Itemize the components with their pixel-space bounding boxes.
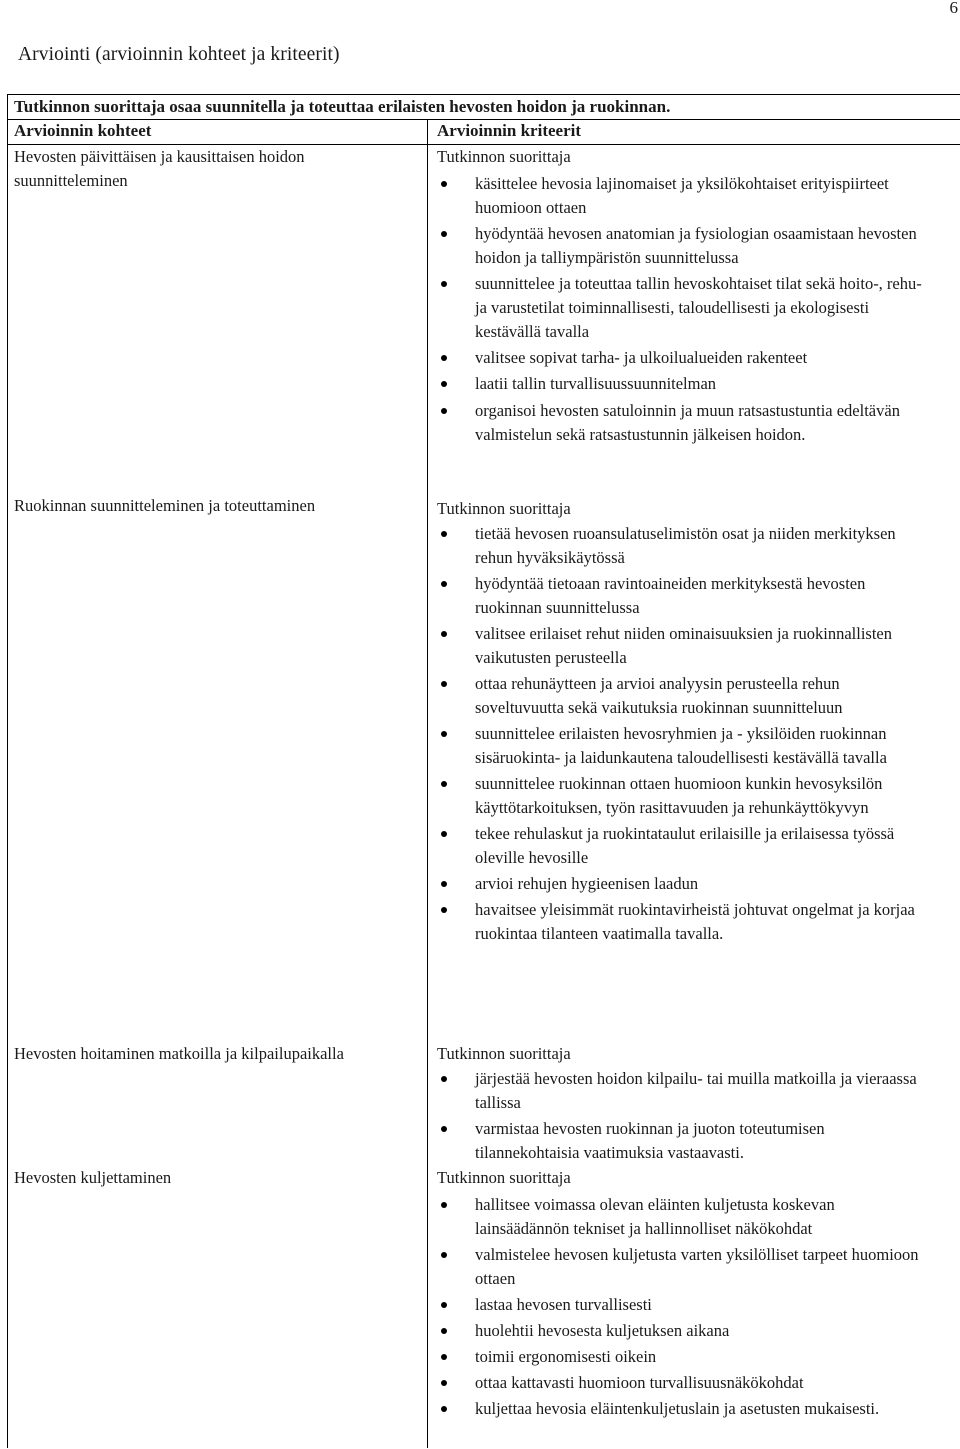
criteria-block: [437, 1042, 937, 1165]
criterion-text: havaitsee yleisimmät ruokintavirheistä johtuvat ongelmat ja korjaa ruokintaa tilanteen vaatimalla tavalla.: [475, 900, 915, 943]
bullet-icon: [441, 1380, 447, 1386]
list-item: [437, 1397, 925, 1421]
list-item: [437, 522, 925, 570]
criterion-text: lastaa hevosen turvallisesti: [475, 1295, 652, 1314]
row-target: Ruokinnan suunnitteleminen ja toteuttaminen: [14, 496, 316, 515]
bullet-icon: [441, 1252, 447, 1258]
criterion-text: ottaa rehunäytteen ja arvioi analyysin perusteella rehun soveltuvuutta sekä vaikutuksia ruokinnan suunnitteluun: [475, 674, 843, 717]
criteria-intro: Tutkinnon suorittaja: [437, 1044, 571, 1063]
list-item: [437, 222, 925, 270]
criteria-intro: Tutkinnon suorittaja: [437, 499, 571, 518]
criterion-text: organisoi hevosten satuloinnin ja muun ratsastustuntia edeltävän valmistelun sekä ratsastustunnin jälkeisen hoidon.: [475, 401, 900, 444]
criterion-text: valmistelee hevosen kuljetusta varten yksilölliset tarpeet huomioon ottaen: [475, 1245, 919, 1288]
list-item: [437, 572, 925, 620]
bullet-icon: [441, 1328, 447, 1334]
bullet-icon: [441, 408, 447, 414]
criterion-text: laatii tallin turvallisuussuunnitelman: [475, 374, 717, 393]
criteria-intro: Tutkinnon suorittaja: [437, 1168, 571, 1187]
list-item: [437, 622, 925, 670]
criterion-text: suunnittelee ja toteuttaa tallin hevoskohtaiset tilat sekä hoito-, rehu- ja varustetilat toiminnallisesti, taloudellisesti ja ekologisesti kestävällä tavalla: [475, 274, 922, 341]
bullet-icon: [441, 1126, 447, 1132]
bullet-icon: [441, 1076, 447, 1082]
criterion-text: kuljettaa hevosia eläintenkuljetuslain ja asetusten mukaisesti.: [475, 1399, 880, 1418]
bullet-icon: [441, 531, 447, 537]
criteria-list: [437, 1193, 937, 1421]
criterion-text: käsittelee hevosia lajinomaiset ja yksilökohtaiset erityispiirteet huomioon ottaen: [475, 174, 889, 217]
criterion-text: ottaa kattavasti huomioon turvallisuusnäkökohdat: [475, 1373, 804, 1392]
row-target: Hevosten päivittäisen ja kausittaisen hoidon suunnitteleminen: [14, 147, 305, 190]
criterion-text: valitsee sopivat tarha- ja ulkoilualueiden rakenteet: [475, 348, 808, 367]
list-item: [437, 346, 925, 370]
bullet-icon: [441, 781, 447, 787]
list-item: [437, 1345, 925, 1369]
bullet-icon: [441, 1354, 447, 1360]
list-item: [437, 722, 925, 770]
table-rule: [7, 119, 960, 120]
list-item: [437, 898, 925, 946]
column-header-criteria: Arvioinnin kriteerit: [437, 121, 582, 140]
criteria-block: [437, 145, 937, 447]
bullet-icon: [441, 1406, 447, 1412]
list-item: [437, 272, 925, 344]
table-title: Tutkinnon suorittaja osaa suunnitella ja toteuttaa erilaisten hevosten hoidon ja ruokinnan.: [14, 97, 671, 116]
bullet-icon: [441, 731, 447, 737]
list-item: [437, 672, 925, 720]
list-item: [437, 872, 925, 896]
section-heading: Arviointi (arvioinnin kohteet ja kriteerit): [18, 44, 340, 65]
criteria-block: [437, 497, 937, 946]
list-item: [437, 1371, 925, 1395]
list-item: [437, 1243, 925, 1291]
bullet-icon: [441, 881, 447, 887]
bullet-icon: [441, 181, 447, 187]
criterion-text: suunnittelee erilaisten hevosryhmien ja - yksilöiden ruokinnan sisäruokinta- ja laidunkautena taloudellisesti kestävällä tavalla: [475, 724, 887, 767]
list-item: [437, 1193, 925, 1241]
criterion-text: varmistaa hevosten ruokinnan ja juoton toteutumisen tilannekohtaisia vaatimuksia vastaavasti.: [475, 1119, 825, 1162]
list-item: [437, 399, 925, 447]
criteria-block: [437, 1166, 937, 1421]
page-number: 6: [949, 0, 958, 17]
bullet-icon: [441, 1302, 447, 1308]
criterion-text: huolehtii hevosesta kuljetuksen aikana: [475, 1321, 730, 1340]
criterion-text: järjestää hevosten hoidon kilpailu- tai muilla matkoilla ja vieraassa tallissa: [475, 1069, 917, 1112]
criterion-text: toimii ergonomisesti oikein: [475, 1347, 657, 1366]
criteria-list: [437, 522, 937, 946]
row-target: Hevosten hoitaminen matkoilla ja kilpailupaikalla: [14, 1044, 344, 1063]
bullet-icon: [441, 281, 447, 287]
bullet-icon: [441, 231, 447, 237]
list-item: [437, 372, 925, 396]
bullet-icon: [441, 581, 447, 587]
criteria-list: [437, 172, 937, 447]
list-item: [437, 172, 925, 220]
list-item: [437, 1319, 925, 1343]
criterion-text: hyödyntää hevosen anatomian ja fysiologian osaamistaan hevosten hoidon ja talliympäristön suunnittelussa: [475, 224, 917, 267]
list-item: [437, 1067, 925, 1115]
bullet-icon: [441, 381, 447, 387]
list-item: [437, 822, 925, 870]
criterion-text: valitsee erilaiset rehut niiden ominaisuuksien ja ruokinnallisten vaikutusten perusteella: [475, 624, 892, 667]
bullet-icon: [441, 831, 447, 837]
bullet-icon: [441, 681, 447, 687]
criterion-text: hallitsee voimassa olevan eläinten kuljetusta koskevan lainsäädännön tekniset ja hallinnolliset näkökohdat: [475, 1195, 835, 1238]
bullet-icon: [441, 631, 447, 637]
criterion-text: hyödyntää tietoaan ravintoaineiden merkityksestä hevosten ruokinnan suunnittelussa: [475, 574, 866, 617]
bullet-icon: [441, 1202, 447, 1208]
criterion-text: arvioi rehujen hygieenisen laadun: [475, 874, 699, 893]
list-item: [437, 1117, 925, 1165]
bullet-icon: [441, 355, 447, 361]
criteria-intro: Tutkinnon suorittaja: [437, 147, 571, 166]
criterion-text: tekee rehulaskut ja ruokintataulut erilaisille ja erilaisessa työssä oleville hevosille: [475, 824, 895, 867]
column-header-targets: Arvioinnin kohteet: [14, 121, 152, 140]
bullet-icon: [441, 907, 447, 913]
list-item: [437, 1293, 925, 1317]
column-divider: [427, 120, 428, 1448]
criterion-text: tietää hevosen ruoansulatuselimistön osat ja niiden merkityksen rehun hyväksikäytössä: [475, 524, 896, 567]
criteria-list: [437, 1067, 937, 1165]
row-target: Hevosten kuljettaminen: [14, 1168, 172, 1187]
criterion-text: suunnittelee ruokinnan ottaen huomioon kunkin hevosyksilön käyttötarkoituksen, työn rasittavuuden ja rehunkäyttökyvyn: [475, 774, 883, 817]
list-item: [437, 772, 925, 820]
